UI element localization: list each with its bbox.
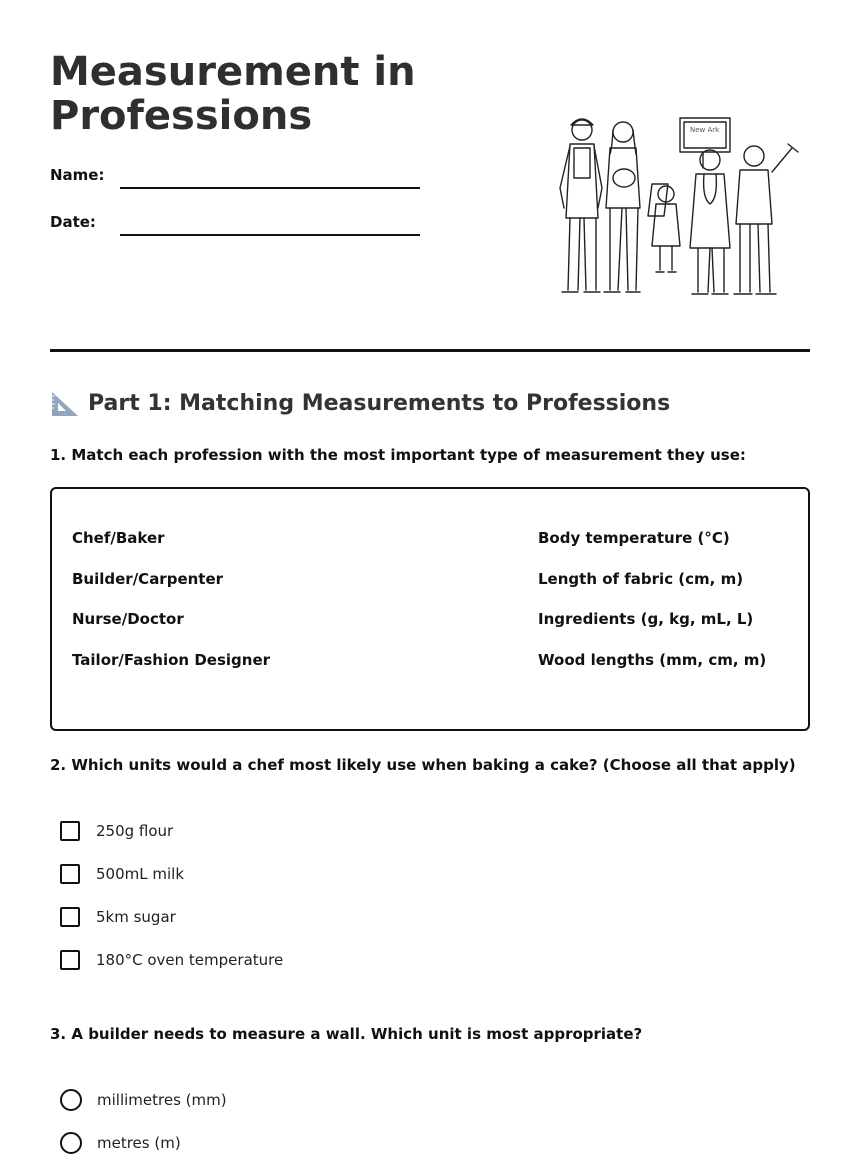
checkbox[interactable] xyxy=(60,864,80,884)
checkbox[interactable] xyxy=(60,950,80,970)
profession-item[interactable]: Chef/Baker xyxy=(72,529,165,547)
svg-text:New Ark: New Ark xyxy=(690,126,720,134)
radio-button[interactable] xyxy=(60,1132,82,1154)
professionals-illustration xyxy=(540,108,810,308)
question-2: 2. Which units would a chef most likely use when baking a cake? (Choose all that apply) xyxy=(50,756,796,774)
q3-option-label: metres (m) xyxy=(97,1134,181,1152)
measurement-item[interactable]: Length of fabric (cm, m) xyxy=(538,570,744,588)
q2-option[interactable] xyxy=(60,821,173,841)
q2-option[interactable] xyxy=(60,907,176,927)
matching-box xyxy=(50,487,810,731)
q2-option-label: 180°C oven temperature xyxy=(96,951,284,969)
mechanic-figure xyxy=(734,144,798,294)
measurement-item[interactable]: Wood lengths (mm, cm, m) xyxy=(538,651,767,669)
q3-option[interactable] xyxy=(60,1089,227,1111)
doctor-figure xyxy=(690,150,730,294)
date-field[interactable] xyxy=(120,234,420,236)
q2-option[interactable] xyxy=(60,950,283,970)
measurement-item[interactable]: Body temperature (°C) xyxy=(538,529,730,547)
builder-figure xyxy=(560,119,602,292)
woman-figure xyxy=(604,122,640,292)
title-line-2: Professions xyxy=(50,93,313,139)
measurement-item[interactable]: Ingredients (g, kg, mL, L) xyxy=(538,610,754,628)
q2-option-label: 500mL milk xyxy=(96,865,185,883)
name-field[interactable] xyxy=(120,187,420,189)
part1-heading xyxy=(50,388,670,418)
set-square-ruler-icon xyxy=(50,388,80,418)
q2-option[interactable] xyxy=(60,864,184,884)
q2-option-label: 5km sugar xyxy=(96,908,176,926)
sign-board xyxy=(680,118,730,168)
question-1: 1. Match each profession with the most important type of measurement they use: xyxy=(50,446,746,464)
section-divider xyxy=(50,349,810,352)
question-3: 3. A builder needs to measure a wall. Which unit is most appropriate? xyxy=(50,1025,643,1043)
part1-title: Part 1: Matching Measurements to Professions xyxy=(88,390,671,416)
profession-item[interactable]: Nurse/Doctor xyxy=(72,610,184,628)
girl-figure xyxy=(648,184,680,272)
q3-option-label: millimetres (mm) xyxy=(97,1091,227,1109)
profession-item[interactable]: Tailor/Fashion Designer xyxy=(72,651,271,669)
checkbox[interactable] xyxy=(60,907,80,927)
q3-option[interactable] xyxy=(60,1132,181,1154)
profession-item[interactable]: Builder/Carpenter xyxy=(72,570,224,588)
q2-option-label: 250g flour xyxy=(96,822,174,840)
date-label: Date: xyxy=(50,213,96,231)
checkbox[interactable] xyxy=(60,821,80,841)
worksheet-title xyxy=(50,50,470,138)
name-label: Name: xyxy=(50,166,105,184)
title-line-1: Measurement in xyxy=(50,49,416,95)
radio-button[interactable] xyxy=(60,1089,82,1111)
